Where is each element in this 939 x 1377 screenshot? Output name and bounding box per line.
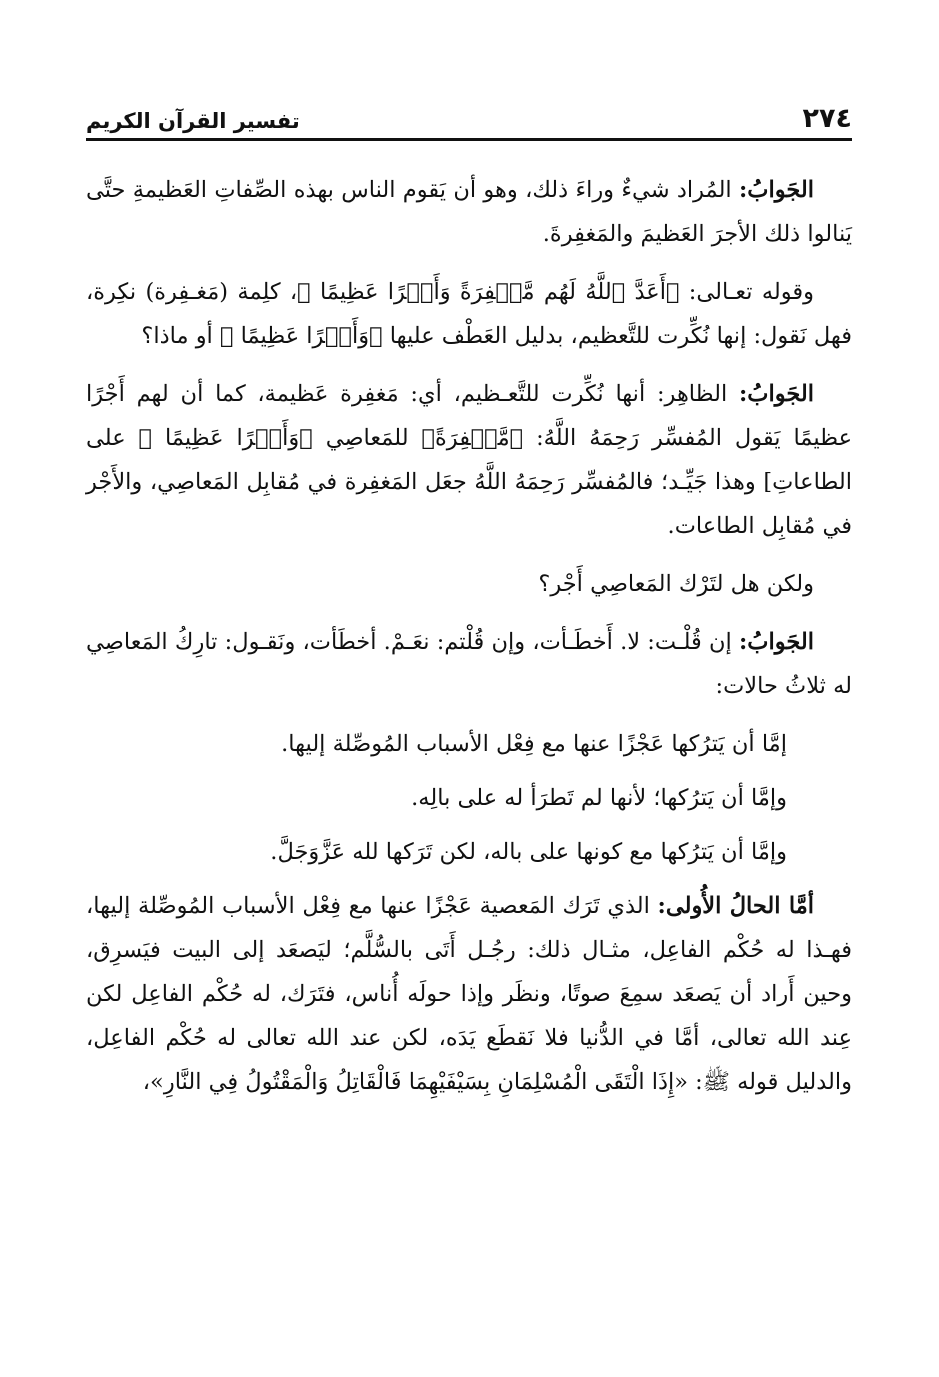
paragraph-answer-2 — [86, 372, 852, 548]
paragraph-answer-3 — [86, 620, 852, 708]
page-header — [86, 92, 852, 132]
page-number: ٢٧٤ — [802, 103, 852, 134]
header-rule — [86, 138, 852, 141]
paragraph-question-1 — [86, 270, 852, 358]
paragraph-first-case — [86, 884, 852, 1104]
paragraph-lead: الجَوابُ: — [739, 177, 814, 203]
condition-item-1: إمَّا أن يَترُكها عَجْزًا عنها مع فِعْل الأسباب المُوصِّلة إليها. — [281, 731, 787, 757]
paragraph-question-2 — [86, 562, 852, 606]
paragraph-text: المُراد شيءٌ وراءَ ذلك، وهو أن يَقوم الناس بهذه الصِّفاتِ العَظيمةِ حتَّى يَنالوا ذلك الأجرَ العَظيمَ والمَغفِرةَ. — [86, 177, 852, 247]
paragraph-text: الذي تَرَك المَعصية عَجْزًا عنها مع فِعْل الأسباب المُوصِّلة إليها، فهـذا له حُكْم الفاعِل، مثـال ذلك: رجُـل أَتَى بالسُّلَّم؛ ليَصعَد إلى البيت فيَسرِق، وحين أَراد أن يَصعَد سمِعَ صوتًا، ونظَر وإذا حولَه أُناس، فتَرَك، له حُكْم الفاعِل لكن عِند الله تعالى، أمَّا في الدُّنيا فلا نَقطَع يَدَه، لكن عند الله تعالى له حُكْم الفاعِل، والدليل قوله ﷺ: «إِذَا الْتَقَى الْمُسْلِمَانِ بِسَيْفَيْهِمَا فَالْقَاتِلُ وَالْمَقْتُولُ فِي النَّارِ»، — [86, 893, 852, 1095]
page-body — [86, 168, 852, 1118]
condition-item-3: وإمَّا أن يَترُكها مع كونها على باله، لكن تَرَكها لله عَزَّوَجَلَّ. — [270, 839, 787, 865]
paragraph-lead: الجَوابُ: — [739, 629, 814, 655]
condition-item-2: وإمَّا أن يَترُكها؛ لأنها لم تَطرَأ له على بالِه. — [411, 785, 787, 811]
paragraph-answer-1 — [86, 168, 852, 256]
paragraph-lead: أمَّا الحالُ الأُولى: — [657, 893, 814, 919]
running-title: تفسير القرآن الكريم — [86, 109, 300, 133]
paragraph-text: الظاهِر: أنها نُكِّرت للتَّعـظيم، أي: مَغفِرة عَظيمة، كما أن لهم أَجْرًا عظيمًا يَقول المُفسِّر رَحِمَهُ اللَّهُ: ﴿مَّغۡفِرَةً﴾ للمَعاصِي ﴿وَأَجۡرًا عَظِيمًا ﴾ على الطاعاتِ] وهذا جَيِّـد؛ فالمُفسِّر رَحِمَهُ اللَّهُ جعَل المَغفِرة في مُقابِل المَعاصِي، والأَجْر في مُقابِل الطاعات. — [86, 381, 852, 539]
paragraph-text: وقوله تعـالى: ﴿أَعَدَّ ٱللَّهُ لَهُم مَّغۡفِرَةً وَأَجۡرًا عَظِيمًا ﴾، كلِمة (مَغـفِرة) نكِرة، فهل نَقول: إنها نُكِّرت للتَّعظيم، بدليل العَطْف عليها ﴿وَأَجۡرًا عَظِيمًا ﴾ أو ماذا؟ — [86, 279, 852, 349]
paragraph-text: ولكن هل لتَرْك المَعاصِي أَجْر؟ — [538, 571, 814, 597]
paragraph-lead: الجَوابُ: — [739, 381, 814, 407]
paragraph-text: إن قُلْـت: لا. أَخطَـأت، وإن قُلْتم: نعَـمْ. أخطَأت، ونَقـول: تارِكُ المَعاصِي له ثلاثُ حالات: — [86, 629, 852, 699]
